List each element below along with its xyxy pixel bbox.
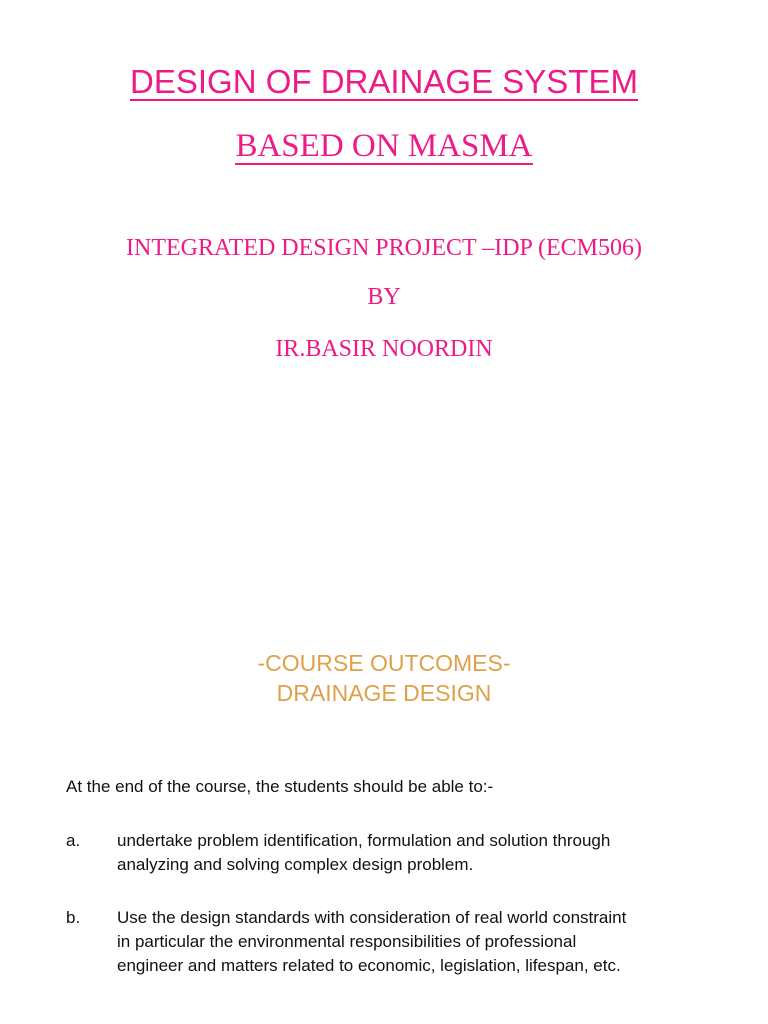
document-subtitle — [0, 126, 768, 166]
list-item-line: Use the design standards with consideration of real world constraint — [117, 908, 627, 927]
title-line-2: BASED ON MASMA — [235, 128, 533, 164]
list-marker: a. — [66, 831, 81, 850]
author-name: IR.BASIR NOORDIN — [275, 336, 493, 362]
list-item-line: engineer and matters related to economic, legislation, lifespan, etc. — [117, 956, 621, 975]
project-name: INTEGRATED DESIGN PROJECT –IDP (ECM506) — [126, 235, 642, 261]
outcomes-subheading: DRAINAGE DESIGN — [276, 680, 492, 706]
intro-paragraph: At the end of the course, the students should be able to:- — [66, 777, 494, 796]
list-item-text — [117, 906, 717, 978]
list-item-line: in particular the environmental responsibilities of professional — [117, 932, 577, 951]
list-item-line: analyzing and solving complex design problem. — [117, 855, 474, 874]
by-label: BY — [367, 284, 401, 310]
list-marker: b. — [66, 908, 81, 927]
list-item-text — [117, 829, 717, 877]
title-line-1: DESIGN OF DRAINAGE SYSTEM — [130, 63, 638, 100]
list-item-line: undertake problem identification, formulation and solution through — [117, 831, 611, 850]
document-title — [0, 62, 768, 102]
outcomes-heading: -COURSE OUTCOMES- — [257, 650, 511, 676]
